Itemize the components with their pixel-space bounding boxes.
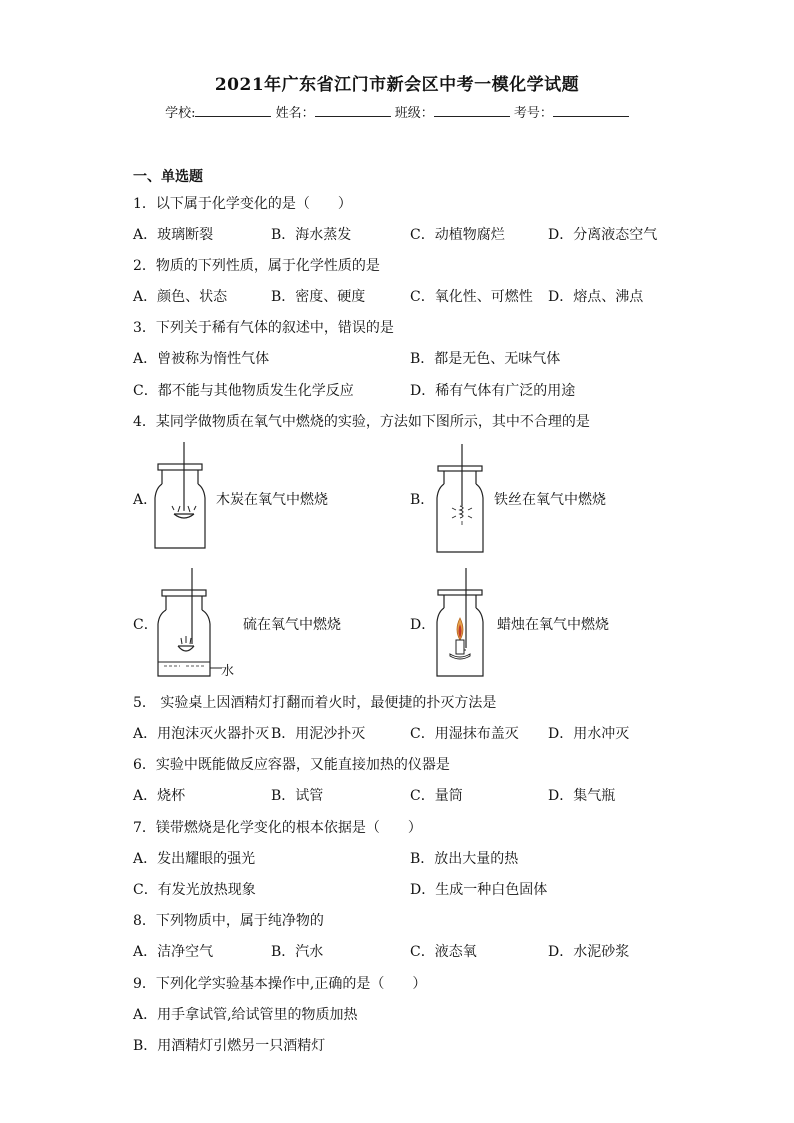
option-c[interactable]: C．用湿抹布盖灭 [410,726,519,742]
option-b[interactable]: B．汽水 [271,944,324,960]
charcoal-burning-figure [150,442,210,554]
name-label: 姓名： [275,106,315,121]
school-label: 学校: [165,106,196,121]
question-stem: 4．某同学做物质在氧气中燃烧的实验，方法如下图所示，其中不合理的是 [133,414,590,430]
name-blank[interactable] [315,104,391,117]
option-a[interactable]: A．用手拿试管,给试管里的物质加热 [133,1007,358,1023]
option-b[interactable]: B．海水蒸发 [271,227,352,243]
candle-burning-figure [432,568,488,680]
option-a[interactable]: A．颜色、状态 [133,289,228,305]
option-a[interactable]: A．玻璃断裂 [133,227,214,243]
option-d[interactable]: D．稀有气体有广泛的用途 [410,383,576,399]
question-stem: 9．下列化学实验基本操作中,正确的是（ ） [133,976,427,992]
option-b[interactable]: B． [410,492,435,508]
section-title: 一、单选题 [133,169,203,185]
option-c[interactable]: C．量筒 [410,788,463,804]
water-label: 水 [221,664,235,679]
option-b[interactable]: B．密度、硬度 [271,289,366,305]
page-title: 2021年广东省江门市新会区中考一模化学试题 [214,75,580,95]
option-c[interactable]: C．都不能与其他物质发生化学反应 [133,383,354,399]
option-b[interactable]: B．试管 [271,788,324,804]
option-c[interactable]: C．有发光放热现象 [133,882,256,898]
option-b[interactable]: B．放出大量的热 [410,851,519,867]
option-d[interactable]: D． [410,617,436,633]
option-d[interactable]: D．分离液态空气 [548,227,658,243]
option-a[interactable]: A．烧杯 [133,788,186,804]
figure-label-d: 蜡烛在氧气中燃烧 [497,617,609,633]
question-stem: 1．以下属于化学变化的是（ ） [133,196,352,212]
option-a[interactable]: A．发出耀眼的强光 [133,851,256,867]
question-stem: 2．物质的下列性质，属于化学性质的是 [133,258,380,274]
figure-label-c: 硫在氧气中燃烧 [243,617,341,633]
exam-no-label: 考号： [513,106,553,121]
class-label: 班级： [394,106,434,121]
option-d[interactable]: D．生成一种白色固体 [410,882,548,898]
option-b[interactable]: B．用酒精灯引燃另一只酒精灯 [133,1038,326,1054]
option-c[interactable]: C． [133,617,158,633]
option-c[interactable]: C．动植物腐烂 [410,227,505,243]
option-a[interactable]: A．曾被称为惰性气体 [133,351,270,367]
option-d[interactable]: D．熔点、沸点 [548,289,644,305]
exam-no-blank[interactable] [553,104,629,117]
iron-wire-burning-figure [432,444,488,556]
question-stem: 6．实验中既能做反应容器，又能直接加热的仪器是 [133,757,450,773]
option-d[interactable]: D．集气瓶 [548,788,616,804]
school-blank[interactable] [195,104,271,117]
option-c[interactable]: C．氧化性、可燃性 [410,289,533,305]
figure-label-b: 铁丝在氧气中燃烧 [494,492,606,508]
option-a[interactable]: A． [133,492,158,508]
question-stem: 8．下列物质中，属于纯净物的 [133,913,324,929]
option-c[interactable]: C．液态氧 [410,944,477,960]
figure-label-a: 木炭在氧气中燃烧 [216,492,328,508]
option-b[interactable]: B．都是无色、无味气体 [410,351,561,367]
question-stem: 3．下列关于稀有气体的叙述中，错误的是 [133,320,394,336]
option-d[interactable]: D．用水冲灭 [548,726,630,742]
option-a[interactable]: A．洁净空气 [133,944,214,960]
option-a[interactable]: A．用泡沫灭火器扑灭 [133,726,270,742]
class-blank[interactable] [434,104,510,117]
student-info-line [0,102,794,121]
question-stem: 7．镁带燃烧是化学变化的根本依据是（ ） [133,820,422,836]
option-b[interactable]: B．用泥沙扑灭 [271,726,366,742]
question-stem: 5． 实验桌上因酒精灯打翻而着火时，最便捷的扑灭方法是 [133,695,497,711]
option-d[interactable]: D．水泥砂浆 [548,944,630,960]
